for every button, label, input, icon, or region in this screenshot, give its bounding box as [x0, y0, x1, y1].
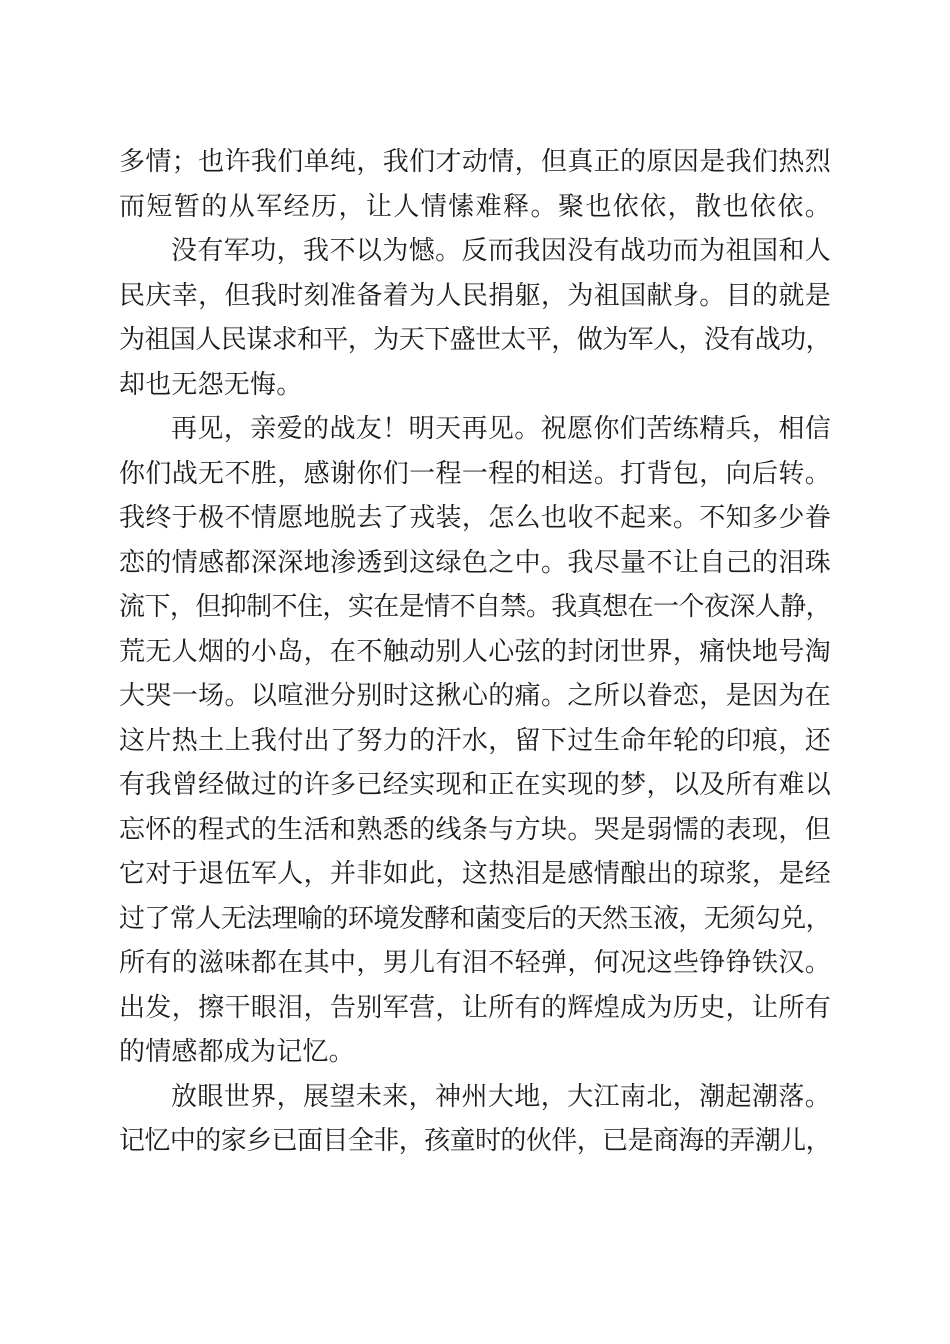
text-line: 的情感都成为记忆。	[119, 1037, 355, 1067]
text-line: 却也无怨无悔。	[119, 369, 303, 400]
text-line: 记忆中的家乡已面目全非，孩童时的伙伴，已是商海的弄潮儿，	[119, 1126, 831, 1156]
body-text	[119, 140, 831, 1164]
text-line: 这片热土上我付出了努力的汗水，留下过生命年轮的印痕，还	[119, 725, 832, 756]
text-line: 民庆幸，但我时刻准备着为人民捐躯，为祖国献身。目的就是	[119, 280, 832, 311]
text-line: 流下，但抑制不住，实在是情不自禁。我真想在一个夜深人静，	[119, 592, 831, 622]
text-line: 为祖国人民谋求和平，为天下盛世太平，做为军人，没有战功，	[119, 325, 831, 355]
text-line: 而短暂的从军经历，让人情愫难释。聚也依依，散也依依。	[119, 191, 833, 222]
text-line: 它对于退伍军人，并非如此，这热泪是感情酿出的琼浆，是经	[119, 859, 832, 889]
text-line: 大哭一场。以喧泄分别时这揪心的痛。之所以眷恋，是因为在	[119, 681, 832, 711]
text-line: 荒无人烟的小岛，在不触动别人心弦的封闭世界，痛快地号淘	[119, 636, 832, 667]
paragraph-first-line: 再见，亲爱的战友！明天再见。祝愿你们苦练精兵，相信	[171, 414, 832, 444]
text-line: 出发，擦干眼泪，告别军营，让所有的辉煌成为历史，让所有	[119, 992, 832, 1023]
text-line: 忘怀的程式的生活和熟悉的线条与方块。哭是弱懦的表现，但	[119, 814, 832, 845]
text-line: 有我曾经做过的许多已经实现和正在实现的梦，以及所有难以	[119, 770, 832, 800]
text-line: 过了常人无法理喻的环境发酵和菌变后的天然玉液，无须勾兑，	[119, 903, 831, 934]
text-line: 恋的情感都深深地渗透到这绿色之中。我尽量不让自己的泪珠	[119, 547, 832, 578]
text-line: 多情；也许我们单纯，我们才动情，但真正的原因是我们热烈	[119, 147, 832, 177]
paragraph-first-line: 没有军功，我不以为憾。反而我因没有战功而为祖国和人	[171, 236, 832, 266]
text-line: 我终于极不情愿地脱去了戎装，怎么也收不起来。不知多少眷	[119, 503, 832, 533]
text-line: 所有的滋味都在其中，男儿有泪不轻弹，何况这些铮铮铁汉。	[119, 948, 832, 978]
paragraph-first-line: 放眼世界，展望未来，神州大地，大江南北，潮起潮落。	[171, 1081, 832, 1112]
text-line: 你们战无不胜，感谢你们一程一程的相送。打背包，向后转。	[119, 458, 832, 489]
